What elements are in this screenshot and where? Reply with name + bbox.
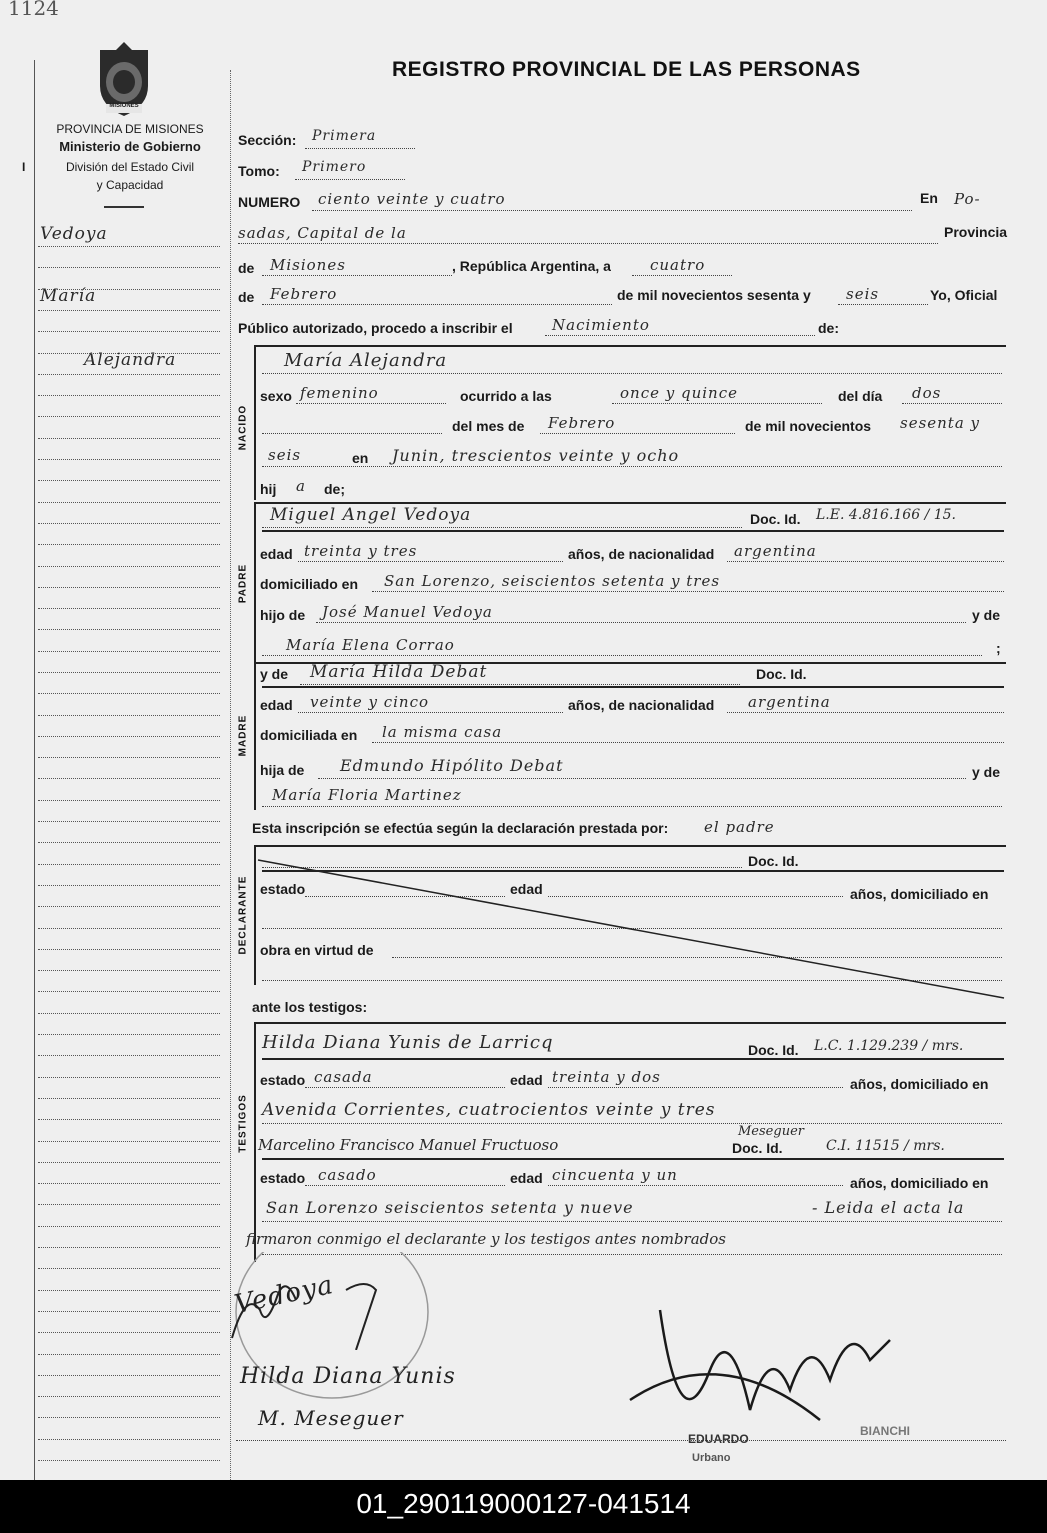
- hij-value: a: [296, 477, 306, 495]
- margin-rule: [38, 778, 220, 779]
- org-line-2: Ministerio de Gobierno: [59, 139, 201, 154]
- margin-rule: [38, 715, 220, 716]
- left-margin-border: [34, 60, 35, 1480]
- margin-rule: [38, 1247, 220, 1248]
- madre-name: María Hilda Debat: [310, 662, 488, 682]
- margin-rule: [38, 608, 220, 609]
- margin-rule: [38, 1183, 220, 1184]
- org-line-3: División del Estado Civil: [65, 160, 195, 174]
- tomo-value: Primero: [302, 159, 367, 175]
- madre-father-value: Edmundo Hipólito Debat: [340, 756, 564, 775]
- time-value: once y quince: [620, 384, 738, 402]
- padre-mother-line: [262, 655, 982, 656]
- declarante-doc-label: Doc. Id.: [748, 853, 799, 869]
- place-part-2: sadas, Capital de la: [238, 224, 407, 242]
- signature-2: Hilda Diana Yunis: [240, 1364, 456, 1389]
- padre-section-label: PADRE: [237, 563, 249, 604]
- page-title: REGISTRO PROVINCIAL DE LAS PERSONAS: [392, 58, 861, 81]
- margin-rule: [38, 544, 220, 545]
- margin-name-2: Alejandra: [84, 350, 177, 370]
- official-stamp-line-3: Urbano: [692, 1452, 731, 1464]
- padre-nac-label: años, de nacionalidad: [568, 546, 715, 562]
- closing-line-1: - Leida el acta la: [812, 1198, 965, 1217]
- place-line: [238, 243, 938, 244]
- madre-mother-line: [262, 806, 1002, 807]
- margin-rule: [38, 480, 220, 481]
- padre-top-rule: [256, 502, 1006, 504]
- birth-year-value-1: sesenta y: [900, 414, 981, 432]
- act-line: [545, 335, 815, 336]
- hij-label: hij: [260, 481, 277, 497]
- margin-rule: [38, 629, 220, 630]
- closing-line-2: firmaron conmigo el declarante y los testigos antes nombrados: [246, 1230, 726, 1248]
- provincia-label: Provincia: [944, 224, 1008, 240]
- month-line: [262, 304, 612, 305]
- margin-rule: [38, 672, 220, 673]
- numero-value: ciento veinte y cuatro: [318, 190, 506, 208]
- margin-rule: [38, 1417, 220, 1418]
- testigos-intro: ante los testigos:: [252, 999, 368, 1015]
- t1-name: Hilda Diana Yunis de Larricq: [262, 1032, 554, 1053]
- madre-edad-label: edad: [260, 697, 293, 713]
- archive-code: 01_290119000127-041514: [0, 1480, 1047, 1533]
- margin-rule: [38, 1055, 220, 1056]
- margin-rule: [38, 1268, 220, 1269]
- t2-anos-label: años, domiciliado en: [850, 1175, 989, 1191]
- madre-nac-line: [727, 712, 1004, 713]
- margin-rule: [38, 651, 220, 652]
- padre-name: Miguel Angel Vedoya: [270, 505, 472, 525]
- madre-father-line: [318, 778, 966, 779]
- republica-label: , República Argentina, a: [452, 258, 611, 274]
- declarante-edad-label: edad: [510, 881, 543, 897]
- margin-rule: [38, 800, 220, 801]
- padre-nac-line: [727, 561, 1004, 562]
- year-line: [838, 304, 928, 305]
- declarante-obra-label: obra en virtud de: [260, 942, 374, 958]
- margin-rule: [38, 842, 220, 843]
- t2-dom-value: San Lorenzo seiscientos setenta y nueve: [266, 1198, 634, 1217]
- padre-dom-label: domiciliado en: [260, 576, 359, 592]
- birth-en-label: en: [352, 450, 369, 466]
- madre-side-rule: [254, 662, 256, 810]
- padre-dom-value: San Lorenzo, seiscientos setenta y tres: [384, 572, 721, 590]
- ocurrido-label: ocurrido a las: [460, 388, 552, 404]
- t2-edad-value: cincuenta y un: [552, 1166, 678, 1184]
- org-divider: [104, 206, 144, 208]
- margin-rule: [38, 1396, 220, 1397]
- padre-side-rule: [254, 502, 256, 662]
- madre-section-label: MADRE: [237, 714, 249, 757]
- margin-rule: [38, 906, 220, 907]
- margin-rule: [38, 757, 220, 758]
- margin-rule: [38, 885, 220, 886]
- padre-father-value: José Manuel Vedoya: [322, 603, 493, 621]
- nacido-side-rule: [254, 345, 256, 500]
- margin-rule: [38, 502, 220, 503]
- act-value: Nacimiento: [552, 316, 650, 334]
- margin-rule: [38, 566, 220, 567]
- t2-estado-value: casado: [318, 1166, 377, 1184]
- margin-rule: [38, 1332, 220, 1333]
- margin-rule: [38, 970, 220, 971]
- madre-nac-label: años, de nacionalidad: [568, 697, 715, 713]
- padre-doc-value: L.E. 4.816.166 / 15.: [816, 507, 956, 523]
- t1-doc-label: Doc. Id.: [748, 1042, 799, 1058]
- nacido-section-label: NACIDO: [237, 404, 249, 451]
- sexo-line: [296, 403, 446, 404]
- day-extra-line: [262, 433, 442, 434]
- margin-rule: [38, 331, 220, 332]
- birth-month-line: [540, 433, 735, 434]
- margin-rule: [38, 523, 220, 524]
- margin-rule: [38, 1098, 220, 1099]
- madre-nac-value: argentina: [748, 693, 831, 711]
- en-label: En: [920, 190, 938, 206]
- margin-rule: [38, 864, 220, 865]
- padre-father-line: [316, 622, 966, 623]
- margin-rule: [38, 821, 220, 822]
- margin-surname: Vedoya: [40, 224, 108, 244]
- official-stamp-line-1: EDUARDO: [688, 1432, 749, 1446]
- de-label-1: de: [238, 260, 255, 276]
- padre-edad-value: treinta y tres: [304, 542, 418, 560]
- nacido-top-rule: [256, 345, 1006, 347]
- padre-hijo-label: hijo de: [260, 607, 306, 623]
- tomo-line: [295, 179, 405, 180]
- time-line: [612, 403, 822, 404]
- month-value: Febrero: [270, 285, 338, 303]
- padre-name-rule: [262, 530, 1004, 532]
- t1-dom-line: [262, 1123, 1002, 1124]
- birth-place-line: [262, 466, 1002, 467]
- madre-name-rule: [262, 686, 1004, 688]
- declarante-top-rule: [256, 845, 1006, 847]
- margin-rule: [38, 1119, 220, 1120]
- margin-name-1: María: [40, 286, 97, 306]
- mil-label: de mil novecientos sesenta y: [617, 287, 811, 303]
- del-mes-label: del mes de: [452, 418, 525, 434]
- seccion-value: Primera: [312, 128, 377, 144]
- numero-label: NUMERO: [238, 194, 301, 210]
- madre-name-line: [300, 684, 740, 685]
- t2-name-extra: Meseguer: [738, 1124, 804, 1139]
- margin-rule: [38, 1375, 220, 1376]
- padre-dom-line: [372, 591, 1004, 592]
- year-value: seis: [846, 285, 880, 303]
- testigos-section-label: TESTIGOS: [237, 1094, 249, 1153]
- org-marker: I: [22, 160, 26, 174]
- day-line: [632, 275, 732, 276]
- margin-rule: [38, 438, 220, 439]
- margin-rule: [38, 1354, 220, 1355]
- t2-edad-label: edad: [510, 1170, 543, 1186]
- t2-doc-label: Doc. Id.: [732, 1140, 783, 1156]
- declarante-estado-label: estado: [260, 881, 306, 897]
- signature-base-line: [236, 1440, 1006, 1441]
- declaracion-value: el padre: [704, 818, 775, 836]
- t1-dom-value: Avenida Corrientes, cuatrocientos veinte y tres: [262, 1100, 716, 1120]
- t1-estado-line: [305, 1087, 505, 1088]
- margin-rule: [38, 949, 220, 950]
- margin-rule: [38, 1226, 220, 1227]
- signature-scribble-icon: [226, 1270, 406, 1350]
- tomo-label: Tomo:: [238, 163, 280, 179]
- margin-rule: [38, 1460, 220, 1461]
- declaracion-text: Esta inscripción se efectúa según la declaración prestada por:: [252, 820, 669, 836]
- t2-dom-line: [262, 1221, 1002, 1222]
- margin-rule: [38, 1439, 220, 1440]
- t2-estado-line: [305, 1185, 505, 1186]
- madre-mother-value: María Floria Martinez: [272, 786, 462, 804]
- padre-nac-value: argentina: [734, 542, 817, 560]
- madre-edad-value: veinte y cinco: [310, 693, 430, 711]
- place-part-1: Po-: [954, 190, 981, 208]
- sexo-value: femenino: [300, 384, 379, 402]
- birth-year-value-2: seis: [268, 446, 302, 464]
- signature-3: M. Meseguer: [258, 1406, 404, 1430]
- padre-edad-label: edad: [260, 546, 293, 562]
- margin-rule: [38, 587, 220, 588]
- margin-rule: [38, 991, 220, 992]
- madre-dom-line: [372, 742, 1004, 743]
- margin-rule: [38, 1077, 220, 1078]
- declarante-anos-label: años, domiciliado en: [850, 886, 989, 902]
- t1-doc-value: L.C. 1.129.239 / mrs.: [814, 1038, 964, 1054]
- seccion-line: [305, 148, 415, 149]
- madre-yde-label: y de: [260, 666, 289, 682]
- madre-dom-label: domiciliada en: [260, 727, 358, 743]
- declarante-cancel-stroke: [256, 858, 1006, 1000]
- padre-doc-label: Doc. Id.: [750, 511, 801, 527]
- margin-rule: [38, 246, 220, 247]
- birth-day-line: [902, 403, 1002, 404]
- margin-rule: [38, 1141, 220, 1142]
- org-line-4: y Capacidad: [96, 178, 164, 192]
- t2-doc-value: C.I. 11515 / mrs.: [826, 1138, 945, 1154]
- margin-rule: [38, 416, 220, 417]
- seal-label: MISIONES: [109, 103, 139, 109]
- margin-rule: [38, 928, 220, 929]
- padre-mother-value: María Elena Corrao: [286, 636, 455, 654]
- margin-rule: [38, 1290, 220, 1291]
- margin-rule: [38, 395, 220, 396]
- de-colon-label: de:: [818, 320, 839, 336]
- province-value: Misiones: [270, 256, 346, 274]
- org-line-1: PROVINCIA DE MISIONES: [56, 122, 204, 136]
- margin-rule: [38, 353, 220, 354]
- birth-place-value: Junin, trescientos veinte y ocho: [392, 446, 680, 465]
- t1-edad-label: edad: [510, 1072, 543, 1088]
- margin-rule: [38, 374, 220, 375]
- madre-dom-value: la misma casa: [382, 723, 503, 741]
- margin-rule: [38, 1204, 220, 1205]
- padre-semicolon: ;: [996, 640, 1001, 656]
- publico-label: Público autorizado, procedo a inscribir el: [238, 320, 513, 336]
- birth-mil-label: de mil novecientos: [745, 418, 872, 434]
- declarante-section-label: DECLARANTE: [237, 875, 249, 955]
- official-stamp-line-2: BIANCHI: [860, 1424, 910, 1438]
- margin-rule: [38, 693, 220, 694]
- madre-yde2-label: y de: [972, 764, 1001, 780]
- margin-rule: [38, 1311, 220, 1312]
- t1-edad-value: treinta y dos: [552, 1068, 661, 1086]
- nacido-name-line: [262, 373, 1002, 374]
- sexo-label: sexo: [260, 388, 292, 404]
- margin-rule: [38, 459, 220, 460]
- t2-name-rule: [262, 1158, 1004, 1160]
- hij-de-label: de;: [324, 481, 345, 497]
- corner-mark: 1124: [8, 0, 59, 20]
- margin-rule: [38, 1162, 220, 1163]
- margin-rule: [38, 1034, 220, 1035]
- nacido-name: María Alejandra: [284, 350, 448, 371]
- padre-edad-line: [298, 561, 563, 562]
- margin-rule: [38, 289, 220, 290]
- margin-rule: [38, 267, 220, 268]
- t2-estado-label: estado: [260, 1170, 306, 1186]
- del-dia-label: del día: [838, 388, 883, 404]
- day-value: cuatro: [650, 256, 706, 274]
- testigos-side-rule: [254, 1022, 256, 1262]
- padre-name-line: [262, 527, 742, 528]
- t1-name-rule: [262, 1058, 1004, 1060]
- seccion-label: Sección:: [238, 132, 297, 148]
- t1-anos-label: años, domiciliado en: [850, 1076, 989, 1092]
- t1-estado-label: estado: [260, 1072, 306, 1088]
- margin-rule: [38, 310, 220, 311]
- oficial-label: Yo, Oficial: [930, 287, 998, 303]
- madre-doc-label: Doc. Id.: [756, 666, 807, 682]
- de-label-2: de: [238, 289, 255, 305]
- margin-rule: [38, 736, 220, 737]
- madre-hija-label: hija de: [260, 762, 305, 778]
- t2-edad-line: [548, 1185, 843, 1186]
- testigos-top-rule: [256, 1022, 1006, 1024]
- t2-name: Marcelino Francisco Manuel Fructuoso: [258, 1136, 559, 1154]
- birth-day-value: dos: [912, 384, 942, 402]
- numero-line: [312, 210, 912, 211]
- signature-1: Vedoya: [231, 1269, 337, 1321]
- margin-rule: [38, 1013, 220, 1014]
- t1-estado-value: casada: [314, 1068, 373, 1086]
- madre-edad-line: [298, 712, 563, 713]
- province-line: [262, 275, 452, 276]
- padre-yde-label: y de: [972, 607, 1001, 623]
- t1-edad-line: [548, 1087, 843, 1088]
- birth-month-value: Febrero: [548, 414, 616, 432]
